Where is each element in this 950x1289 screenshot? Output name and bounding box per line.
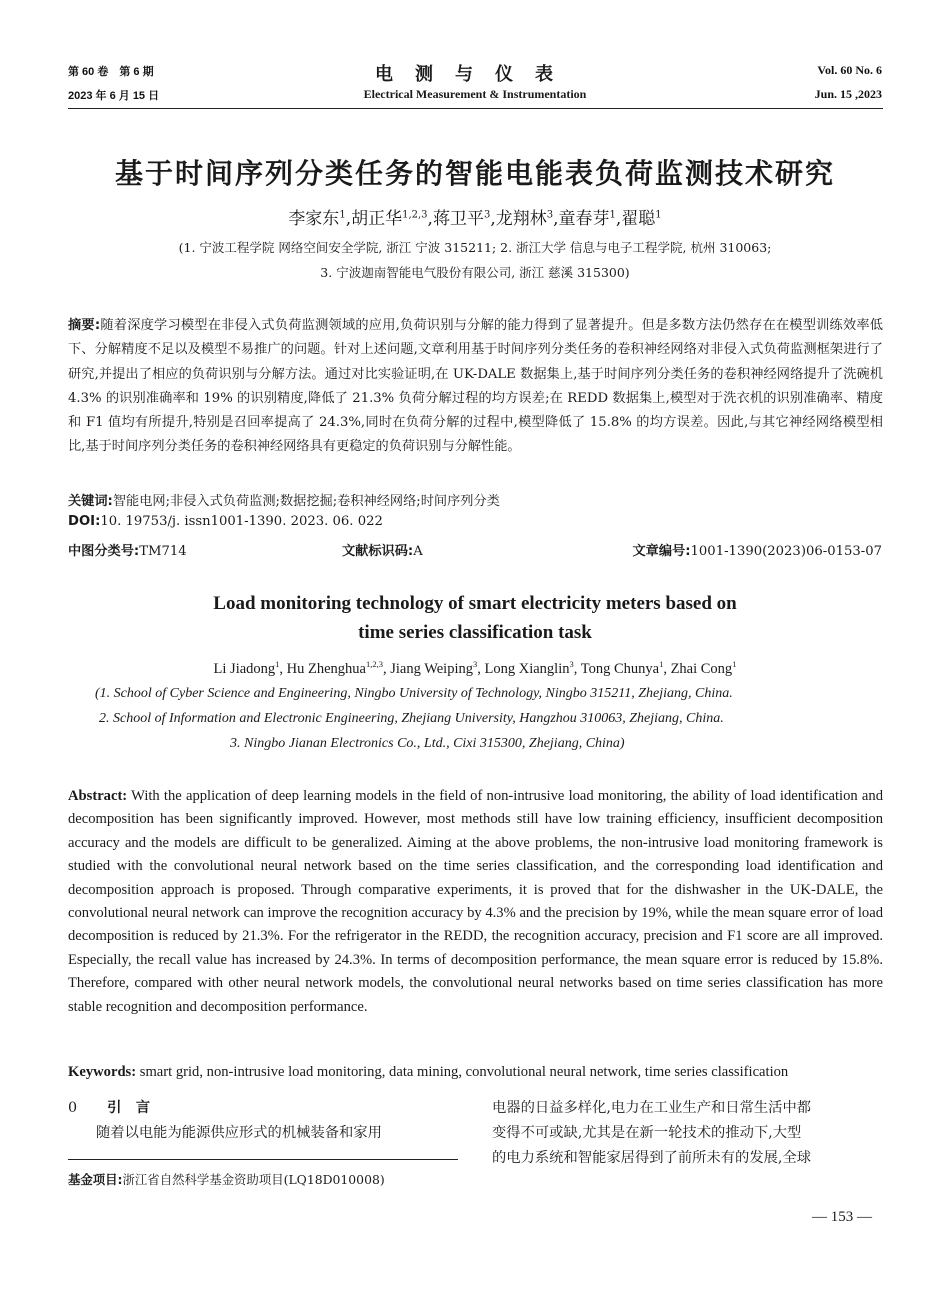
footnote-rule <box>68 1159 458 1160</box>
abstract-en <box>68 785 883 1019</box>
author-cn-affiliation-mark: 1 <box>609 209 616 221</box>
volume-issue-cn: 第 60 卷 第 6 期 <box>68 66 154 78</box>
author-cn-affiliation-mark: 1,2,3 <box>402 209 428 221</box>
date-cn: 2023 年 6 月 15 日 <box>68 90 160 102</box>
volume-issue-en: Vol. 60 No. 6 <box>817 63 882 77</box>
right-column-line-2: 变得不可或缺,尤其是在新一轮技术的推动下,大型 <box>492 1125 802 1141</box>
affiliation-cn-line-1: (1. 宁波工程学院 网络空间安全学院, 浙江 宁波 315211; 2. 浙江大学 信息与电子工程学院, 杭州 310063; <box>178 240 772 255</box>
affiliation-en-line-3: 3. Ningbo Jianan Electronics Co., Ltd., Cixi 315300, Zhejiang, China) <box>230 736 625 751</box>
clc-number <box>68 540 187 559</box>
abstract-en-label: Abstract: <box>68 788 128 804</box>
title-en-line-2: time series classification task <box>358 622 592 643</box>
abstract-cn <box>68 314 883 460</box>
doc-code-label: 文献标识码: <box>342 544 414 559</box>
title-en-line-1: Load monitoring technology of smart electricity meters based on <box>213 593 737 614</box>
clc-label: 中图分类号: <box>68 544 140 559</box>
author-cn-name: 李家东 <box>288 209 340 229</box>
article-number-label: 文章编号: <box>632 544 691 559</box>
journal-name-en: Electrical Measurement & Instrumentation <box>363 87 587 101</box>
left-column-line-1: 随着以电能为能源供应形式的机械装备和家用 <box>96 1125 382 1141</box>
title-cn: 基于时间序列分类任务的智能电能表负荷监测技术研究 <box>114 157 835 190</box>
author-cn-affiliation-mark: 3 <box>483 209 491 221</box>
journal-name-cn: 电测与仪表 <box>375 64 575 85</box>
section-number: 0 <box>68 1100 78 1116</box>
author-en-affiliation-mark: 1 <box>659 659 664 669</box>
clc-value: TM714 <box>139 544 187 559</box>
header-rule <box>68 108 883 109</box>
author-en-affiliation-mark: 3 <box>473 659 478 669</box>
author-cn-name: 童春芽 <box>558 209 610 229</box>
page-number: — 153 — <box>812 1209 872 1225</box>
author-en-name: Jiang Weiping <box>390 660 473 677</box>
authors-cn: 李家东$^1$,胡正华$^{1,2,3}$,蒋卫平$^3$,龙翔林$^3$,童春芽$^1$,翟聪$^1$ <box>288 209 662 229</box>
fund-text: 浙江省自然科学基金资助项目(LQ18D010008) <box>122 1172 385 1187</box>
affiliation-en-line-2: 2. School of Information and Electronic Engineering, Zhejiang University, Hangzhou 310063, Zhejiang, China. <box>99 711 724 726</box>
author-en-name: Long Xianglin <box>484 660 570 677</box>
section-title: 引 言 <box>107 1100 150 1116</box>
author-cn-name: 龙翔林 <box>495 209 547 229</box>
keywords-cn-label: 关键词: <box>68 494 113 509</box>
authors-en: Li Jiadong$^1$, Hu Zhenghua$^{1,2,3}$, Jiang Weiping$^3$, Long Xianglin$^3$, Tong Chunya$^1$, Zhai Cong$^1$ <box>213 659 737 677</box>
author-cn-name: 胡正华 <box>351 209 403 229</box>
keywords-en-label: Keywords: <box>68 1064 137 1080</box>
doi-line <box>68 514 883 529</box>
author-cn-affiliation-mark: 1 <box>655 209 662 221</box>
document-code <box>342 540 423 559</box>
keywords-cn-text: 智能电网;非侵入式负荷监测;数据挖掘;卷积神经网络;时间序列分类 <box>112 494 500 509</box>
author-cn-affiliation-mark: 3 <box>546 209 554 221</box>
author-en-name: Hu Zhenghua <box>286 660 366 677</box>
fund-note <box>68 1170 385 1188</box>
abstract-cn-label: 摘要: <box>68 318 101 333</box>
author-cn-name: 蒋卫平 <box>432 209 484 229</box>
abstract-en-text: With the application of deep learning models in the field of non-intrusive load monitoring, the ability of load identification and decomposition has been significantly improved. However, most methods still have low training efficiency, insufficient decomposition accuracy and the models are difficult to be generalized. Aiming at the above problems, the non-intrusive load monitoring framework is studied with the convolutional neural network based on the time series classification, and the corresponding load identification and decomposition approach is proposed. Through comparative experiments, it is proved that for the dishwasher in the UK-DALE, the convolutional neural network can improve the recognition accuracy by 4.3% and the precision by 19%, while the mean square error of load decomposition is reduced by 21.3%. For the refrigerator in the REDD, the recognition accuracy, precision and F1 score are all improved. Especially, the recall value has increased by 24.3%. In terms of decomposition performance, the mean square error is reduced by 15.8%. Therefore, compared with other neural network models, the convolutional neural networks based on time series classification has more stable recognition and decomposition performance. <box>68 788 883 1015</box>
keywords-en <box>68 1061 883 1084</box>
date-en: Jun. 15 ,2023 <box>814 87 882 101</box>
author-en-affiliation-mark: 3 <box>569 659 574 669</box>
author-en-name: Tong Chunya <box>580 660 660 677</box>
author-cn-affiliation-mark: 1 <box>339 209 346 221</box>
author-en-name: Zhai Cong <box>670 660 733 677</box>
right-column-line-1: 电器的日益多样化,电力在工业生产和日常生活中都 <box>492 1100 812 1116</box>
right-column-line-3: 的电力系统和智能家居得到了前所未有的发展,全球 <box>492 1150 812 1166</box>
doi-label: DOI: <box>68 514 101 529</box>
author-en-affiliation-mark: 1 <box>275 659 280 669</box>
keywords-cn <box>68 490 883 509</box>
author-cn-name: 翟聪 <box>621 209 656 229</box>
author-en-affiliation-mark: 1 <box>732 659 737 669</box>
article-number-value: 1001-1390(2023)06-0153-07 <box>690 544 882 559</box>
section-heading <box>68 1096 150 1121</box>
article-number <box>633 540 883 559</box>
abstract-cn-text: 随着深度学习模型在非侵入式负荷监测领域的应用,负荷识别与分解的能力得到了显著提升。但是多数方法仍然存在在模型训练效率低下、分解精度不足以及模型不易推广的问题。针对上述问题,文章利用基于时间序列分类任务的卷积神经网络对非侵入式负荷监测框架进行了研究,并提出了相应的负荷识别与分解方法。通过对比实验证明,在 UK-DALE 数据集上,基于时间序列分类任务的卷积神经网络提升了洗碗机 4.3% 的识别准确率和 19% 的识别精度,降低了 21.3% 负荷分解过程的均方误差;在 REDD 数据集上,模型对于洗衣机的识别准确率、精度和 F1 值均有所提升,特别是召回率提高了 24.3%,同时在负荷分解的过程中,模型降低了 15.8% 的均方误差。因此,与其它神经网络模型相比,基于时间序列分类任务的卷积神经网络具有更稳定的负荷识别与分解性能。 <box>68 318 883 455</box>
author-en-affiliation-mark: 1,2,3 <box>366 659 383 669</box>
affiliation-en-line-1: (1. School of Cyber Science and Engineering, Ningbo University of Technology, Ningbo 315211, Zhejiang, China. <box>95 686 733 701</box>
keywords-en-text: smart grid, non-intrusive load monitoring, data mining, convolutional neural network, time series classification <box>139 1064 789 1080</box>
doi-text: 10. 19753/j. issn1001-1390. 2023. 06. 022 <box>100 514 383 529</box>
affiliation-cn-line-2: 3. 宁波迦南智能电气股份有限公司, 浙江 慈溪 315300) <box>320 265 630 280</box>
author-en-name: Li Jiadong <box>213 660 276 677</box>
fund-label: 基金项目: <box>68 1172 123 1187</box>
doc-code-value: A <box>413 544 423 559</box>
